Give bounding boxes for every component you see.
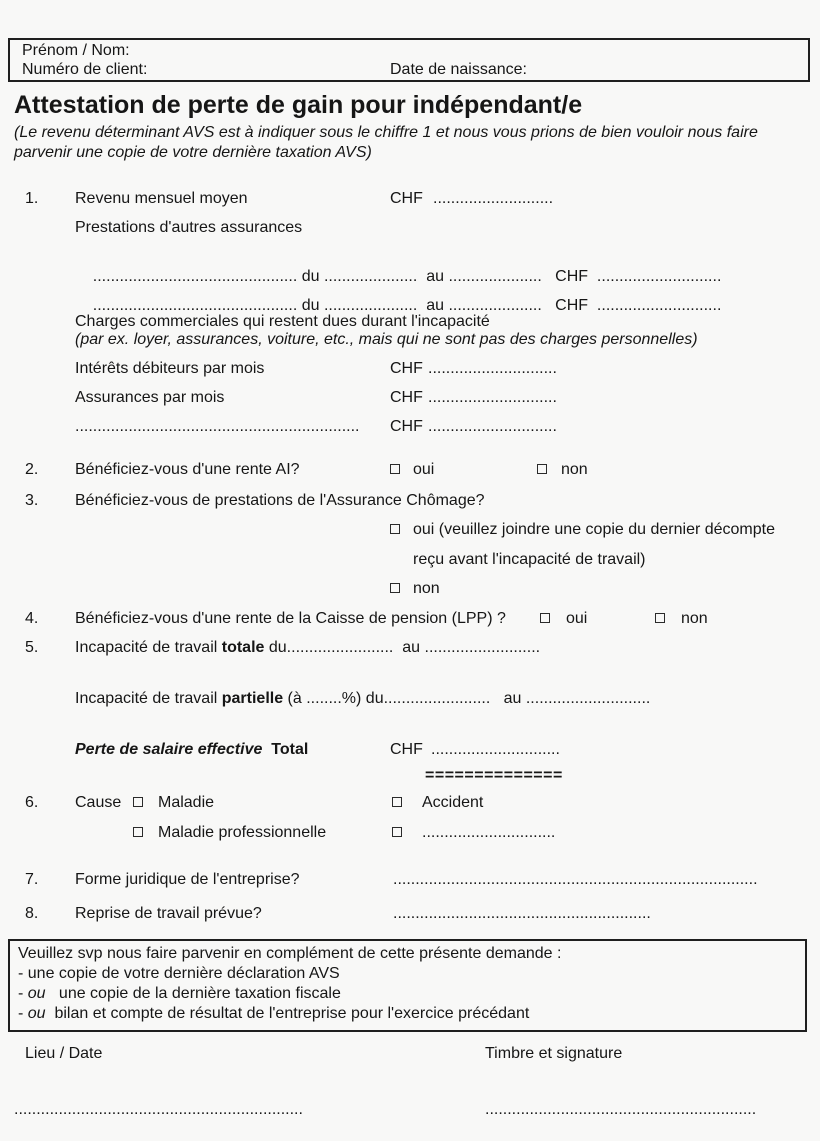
chf-label: CHF	[390, 741, 423, 758]
dotted-fill-line: ........................	[383, 690, 491, 707]
maladie-label: Maladie	[158, 794, 215, 811]
dotted-fill-line: .....................	[448, 297, 542, 314]
row-perte-salaire	[0, 740, 820, 762]
notice-box	[8, 939, 807, 1032]
interets-label: Intérêts débiteurs par mois	[75, 360, 265, 377]
page-subtitle: (Le revenu déterminant AVS est à indiquer sous le chiffre 1 et nous vous prions de bien vouloir nous faire parvenir une copie de votre dernière taxation AVS)	[14, 124, 758, 161]
signature-line-left: .................................................................	[14, 1101, 303, 1118]
row-rente-ai	[0, 460, 820, 482]
rente-ai-question: Bénéficiez-vous d'une rente AI?	[75, 461, 300, 478]
row-assurances	[0, 388, 820, 410]
row-footer-labels	[0, 1044, 820, 1066]
dotted-fill-line: .....................	[448, 268, 542, 285]
pct-prefix: (à	[283, 690, 307, 707]
notice-line-1: Veuillez svp nous faire parvenir en complément de cette présente demande :	[18, 945, 562, 962]
partielle-word: partielle	[221, 690, 284, 707]
incapacite-prefix: Incapacité de travail	[75, 639, 222, 656]
row-reprise-travail	[0, 904, 820, 926]
row-chomage-oui	[0, 520, 820, 542]
dotted-fill-line: ..............................................	[92, 297, 298, 314]
checkbox-lpp-non[interactable]	[655, 613, 665, 623]
dotted-fill-line: .............................	[428, 360, 557, 377]
item8-number: 8.	[25, 905, 39, 922]
lpp-question: Bénéficiez-vous d'une rente de la Caisse de pension (LPP) ?	[75, 610, 506, 627]
checkbox-autre-cause[interactable]	[392, 827, 402, 837]
notice-line-3	[18, 984, 797, 1004]
incapacite-prefix: Incapacité de travail	[75, 690, 222, 707]
checkbox-chomage-oui[interactable]	[390, 524, 400, 534]
non-label: non	[413, 580, 440, 597]
forme-juridique-question: Forme juridique de l'entreprise?	[75, 871, 300, 888]
row-forme-juridique	[0, 870, 820, 892]
chf-label: CHF	[390, 190, 423, 207]
checkbox-rente-ai-oui[interactable]	[390, 464, 400, 474]
du-label: %) du	[341, 690, 384, 707]
reprise-travail-question: Reprise de travail prévue?	[75, 905, 262, 922]
row-prestations	[0, 218, 820, 240]
prestations-label: Prestations d'autres assurances	[75, 219, 303, 236]
row-charges-note	[0, 330, 820, 352]
row-chomage-non	[0, 579, 820, 601]
perte-salaire-label	[75, 740, 308, 760]
checkbox-maladie[interactable]	[133, 797, 143, 807]
dotted-fill-line: .............................	[428, 418, 557, 435]
row-total-underline	[0, 766, 820, 788]
dotted-fill-line: ...........................	[433, 190, 554, 207]
notice-line-2: - une copie de votre dernière déclaration AVS	[18, 965, 340, 982]
oui-label: oui	[413, 461, 435, 478]
dotted-fill-line: ............................	[525, 690, 651, 707]
page-title: Attestation de perte de gain pour indépendant/e	[14, 91, 583, 119]
incapacite-partielle-line	[75, 689, 650, 709]
dotted-fill-line: .....................	[323, 268, 418, 285]
signature-line-right: .............................................................	[485, 1101, 757, 1118]
dotted-fill-line: ..........................................................	[393, 905, 651, 922]
double-underline: ==============	[425, 767, 563, 784]
du-label: du	[297, 297, 324, 314]
dotted-fill-line: ............................	[596, 268, 722, 285]
numero-client-label: Numéro de client:	[22, 61, 148, 78]
chf-label: CHF	[541, 268, 597, 285]
timbre-signature-label: Timbre et signature	[485, 1045, 623, 1062]
dotted-fill-line: ..........................	[424, 639, 541, 656]
checkbox-accident[interactable]	[392, 797, 402, 807]
date-naissance-label: Date de naissance:	[390, 61, 527, 78]
row-signature-lines	[0, 1100, 820, 1122]
dotted-fill-line: ................................................................	[75, 418, 360, 435]
non-label: non	[681, 610, 708, 627]
cause-label: Cause	[75, 794, 122, 811]
ou-word: ou	[27, 1005, 46, 1022]
item2-number: 2.	[25, 461, 39, 478]
dotted-fill-line: ........................	[286, 639, 394, 656]
dotted-fill-line: .............................	[431, 741, 560, 758]
oui-label: oui	[566, 610, 588, 627]
dash: -	[18, 1005, 28, 1022]
row-lpp	[0, 609, 820, 631]
non-label: non	[561, 461, 588, 478]
checkbox-rente-ai-non[interactable]	[537, 464, 547, 474]
row-chomage-oui-2	[0, 550, 820, 572]
perte-italic: Perte de salaire effective	[75, 741, 263, 758]
charges-note: (par ex. loyer, assurances, voiture, etc., mais qui ne sont pas des charges personnelles)	[75, 331, 698, 348]
chomage-oui-label-2: reçu avant l'incapacité de travail)	[413, 551, 646, 568]
row-cause-2	[0, 823, 820, 845]
dash: -	[18, 985, 28, 1002]
item5-number: 5.	[25, 639, 39, 656]
chf-label: CHF	[390, 389, 423, 406]
dotted-fill-line: .............................	[428, 389, 557, 406]
total-label: Total	[262, 741, 309, 758]
charges-label: Charges commerciales qui restent dues durant l'incapacité	[75, 313, 490, 330]
checkbox-lpp-oui[interactable]	[540, 613, 550, 623]
item3-number: 3.	[25, 492, 39, 509]
notice-line-4	[18, 1004, 797, 1024]
item7-number: 7.	[25, 871, 39, 888]
au-label: au	[417, 268, 449, 285]
dotted-fill-line: ..................................................................................	[393, 871, 758, 888]
row-interets	[0, 359, 820, 381]
row-chomage	[0, 491, 820, 513]
revenu-mensuel-label: Revenu mensuel moyen	[75, 190, 248, 207]
dotted-fill-line: ............................	[596, 297, 722, 314]
ou-word: ou	[27, 985, 46, 1002]
row-cause	[0, 793, 820, 815]
du-label: du	[297, 268, 324, 285]
lieu-date-label: Lieu / Date	[25, 1045, 103, 1062]
dotted-fill-line: ........	[306, 690, 342, 707]
prenom-nom-label: Prénom / Nom:	[22, 42, 130, 59]
row-incapacite-totale	[0, 638, 820, 660]
item1-number: 1.	[25, 190, 39, 207]
row-revenu-mensuel	[0, 189, 820, 211]
accident-label: Accident	[422, 794, 484, 811]
dotted-fill-line: ..............................	[422, 824, 556, 841]
dotted-fill-line: .....................	[323, 297, 418, 314]
item6-number: 6.	[25, 794, 39, 811]
row-incapacite-partielle	[0, 689, 820, 711]
chomage-question: Bénéficiez-vous de prestations de l'Assurance Chômage?	[75, 492, 485, 509]
au-label: au	[417, 297, 449, 314]
chf-label: CHF	[390, 360, 423, 377]
checkbox-maladie-professionnelle[interactable]	[133, 827, 143, 837]
au-label: au	[393, 639, 425, 656]
incapacite-totale-line	[75, 638, 540, 658]
maladie-professionnelle-label: Maladie professionnelle	[158, 824, 327, 841]
chf-label: CHF	[390, 418, 423, 435]
au-label: au	[490, 690, 526, 707]
checkbox-chomage-non[interactable]	[390, 583, 400, 593]
du-label: du	[264, 639, 287, 656]
identity-box	[8, 38, 810, 82]
totale-word: totale	[221, 639, 265, 656]
notice-line-4-text: bilan et compte de résultat de l'entreprise pour l'exercice précédant	[45, 1005, 530, 1022]
chf-label: CHF	[541, 297, 597, 314]
dotted-fill-line: ..............................................	[92, 268, 298, 285]
chomage-oui-label: oui (veuillez joindre une copie du dernier décompte	[413, 521, 775, 538]
assurances-label: Assurances par mois	[75, 389, 225, 406]
row-autre-charge	[0, 417, 820, 439]
item4-number: 4.	[25, 610, 39, 627]
notice-line-3-text: une copie de la dernière taxation fiscale	[45, 985, 341, 1002]
